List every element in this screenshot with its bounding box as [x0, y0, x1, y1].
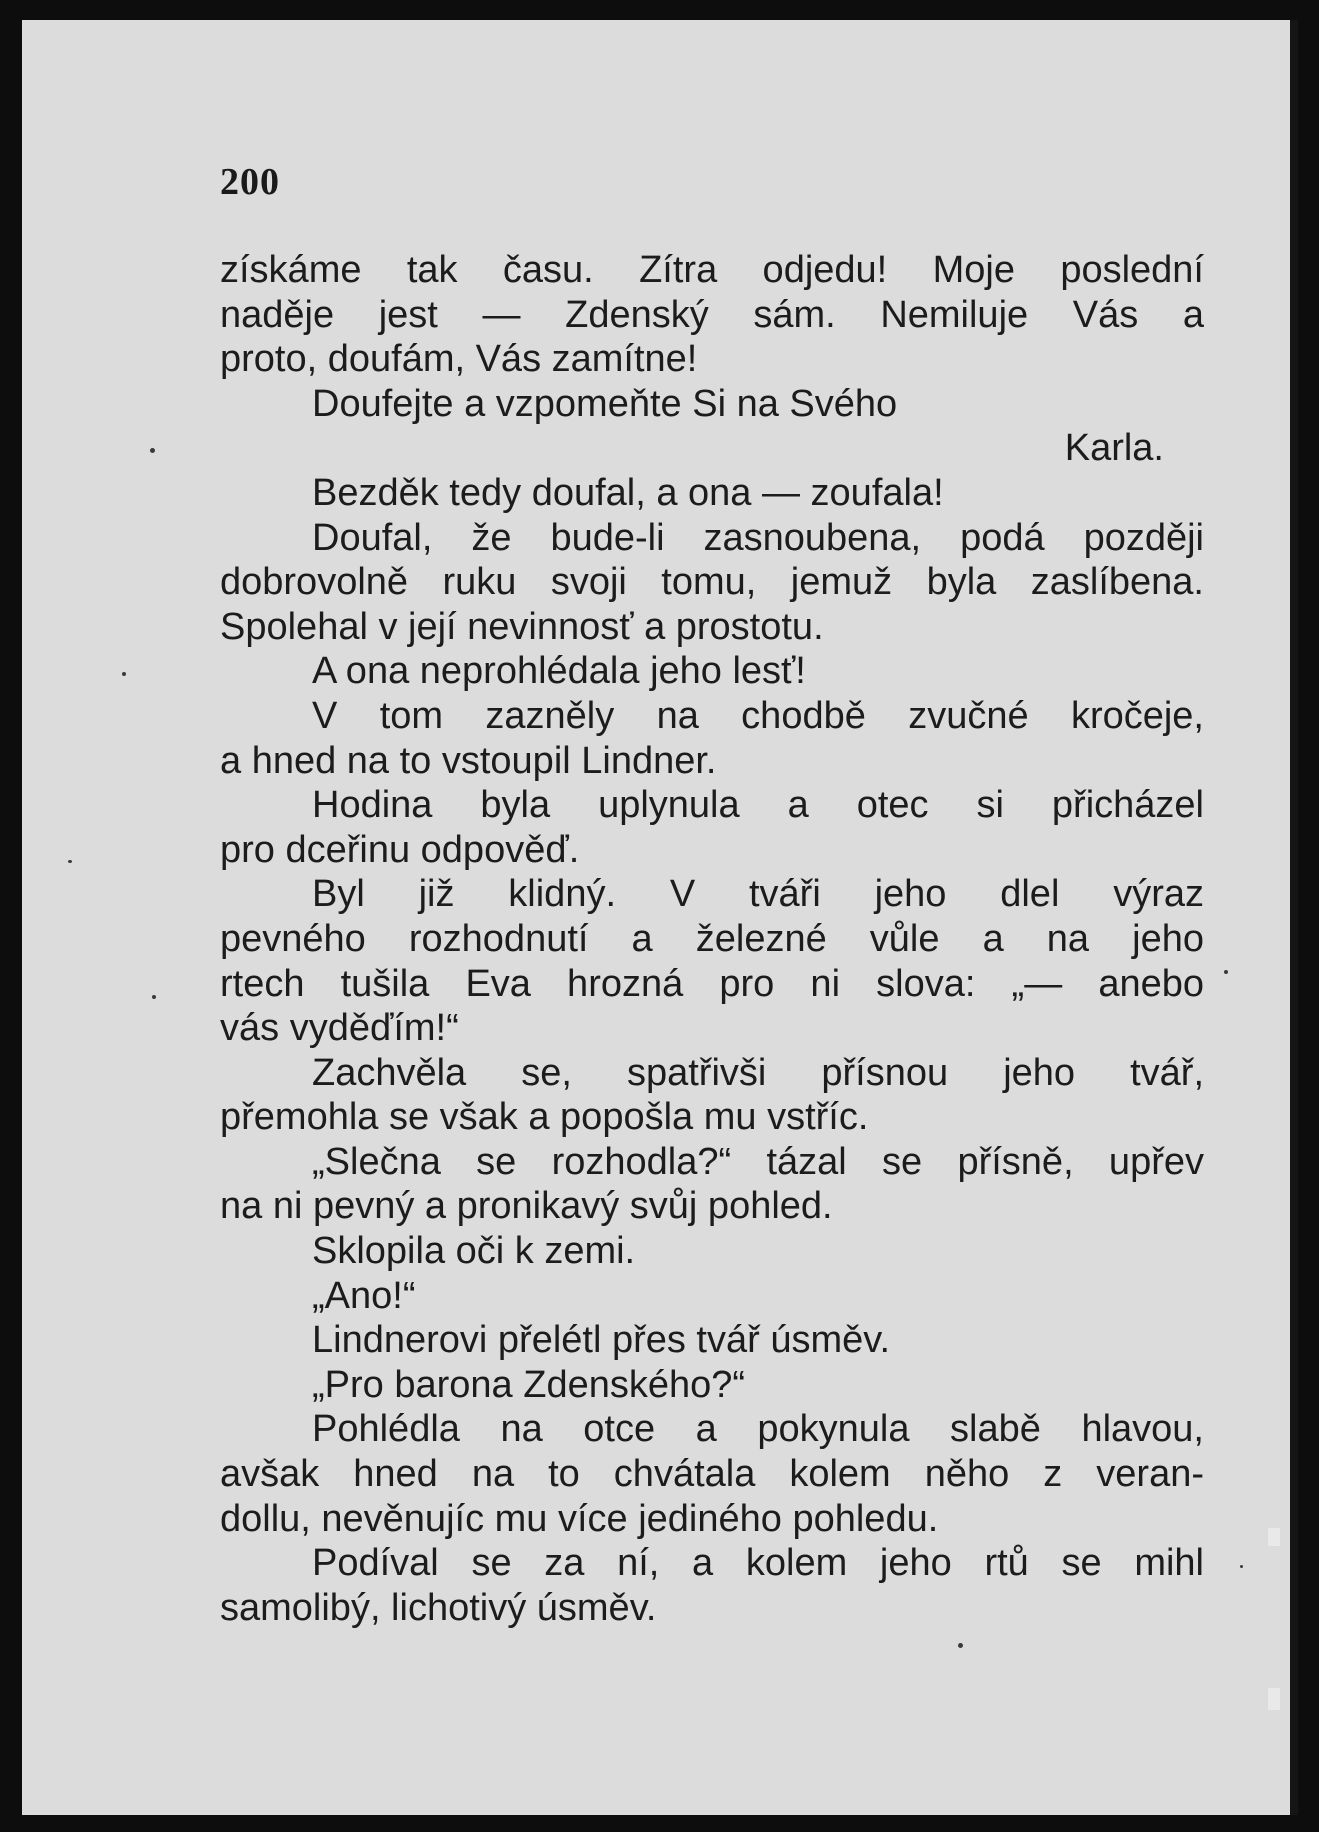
body-text — [220, 248, 1204, 1630]
text-line: vás vyděďím!“ — [220, 1007, 459, 1050]
text-line: samolibý, lichotivý úsměv. — [220, 1586, 657, 1629]
text-line: „Pro barona Zdenského?“ — [312, 1363, 746, 1406]
text-line: přemohla se však a popošla mu vstříc. — [220, 1096, 869, 1139]
page-number: 200 — [220, 161, 280, 203]
paper-speck — [152, 995, 156, 999]
text-line: pro dceřinu odpověď. — [220, 828, 580, 871]
text-line: dollu, nevěnujíc mu více jediného pohledu. — [220, 1497, 939, 1540]
text-line: na ni pevný a pronikavý svůj pohled. — [220, 1185, 833, 1228]
paper-speck — [122, 672, 126, 676]
text-line: Sklopila oči k zemi. — [312, 1230, 636, 1273]
paper-speck — [1240, 1565, 1243, 1568]
signature-line: Karla. — [1064, 427, 1164, 470]
text-line: rtech tušila Eva hrozná pro ni slova: „— anebo — [220, 962, 1204, 1005]
text-line: „Ano!“ — [312, 1274, 416, 1317]
text-line: získáme tak času. Zítra odjedu! Moje poslední — [220, 249, 1204, 291]
text-line: pevného rozhodnutí a železné vůle a na jeho — [220, 917, 1204, 960]
book-page — [22, 20, 1298, 1815]
text-line: proto, doufám, Vás zamítne! — [220, 338, 698, 381]
text-line: Hodina byla uplynula a otec si přicházel — [312, 784, 1204, 827]
text-line: A ona neprohlédala jeho lesť! — [312, 650, 806, 693]
text-line: a hned na to vstoupil Lindner. — [220, 739, 717, 782]
page-edge-mark — [1268, 1528, 1280, 1546]
text-line: Spolehal v její nevinnosť a prostotu. — [220, 605, 824, 648]
text-line: Doufejte a vzpomeňte Si na Svého — [312, 382, 898, 425]
text-line: naděje jest — Zdenský sám. Nemiluje Vás a — [220, 293, 1204, 336]
text-line: Bezděk tedy doufal, a ona — zoufala! — [312, 471, 944, 514]
paper-speck — [150, 448, 155, 453]
paper-speck — [1224, 970, 1228, 974]
paper-speck — [958, 1643, 963, 1648]
text-line: dobrovolně ruku svoji tomu, jemuž byla zaslíbena. — [220, 561, 1204, 604]
text-line: „Slečna se rozhodla?“ tázal se přísně, upřev — [312, 1140, 1204, 1183]
text-line: Doufal, že bude-li zasnoubena, podá později — [312, 516, 1204, 559]
text-line: Podíval se za ní, a kolem jeho rtů se mihl — [312, 1542, 1204, 1585]
paper-speck — [68, 860, 72, 863]
page-edge-mark — [1268, 1688, 1280, 1710]
text-line: Pohlédla na otce a pokynula slabě hlavou, — [312, 1408, 1204, 1451]
text-line: avšak hned na to chvátala kolem něho z veran- — [220, 1453, 1204, 1496]
text-line: Byl již klidný. V tváři jeho dlel výraz — [312, 873, 1204, 916]
text-line: Zachvěla se, spatřivši přísnou jeho tvář, — [312, 1051, 1204, 1094]
text-line: V tom zazněly na chodbě zvučné kročeje, — [312, 694, 1204, 737]
text-line: Lindnerovi přelétl přes tvář úsměv. — [312, 1319, 890, 1362]
